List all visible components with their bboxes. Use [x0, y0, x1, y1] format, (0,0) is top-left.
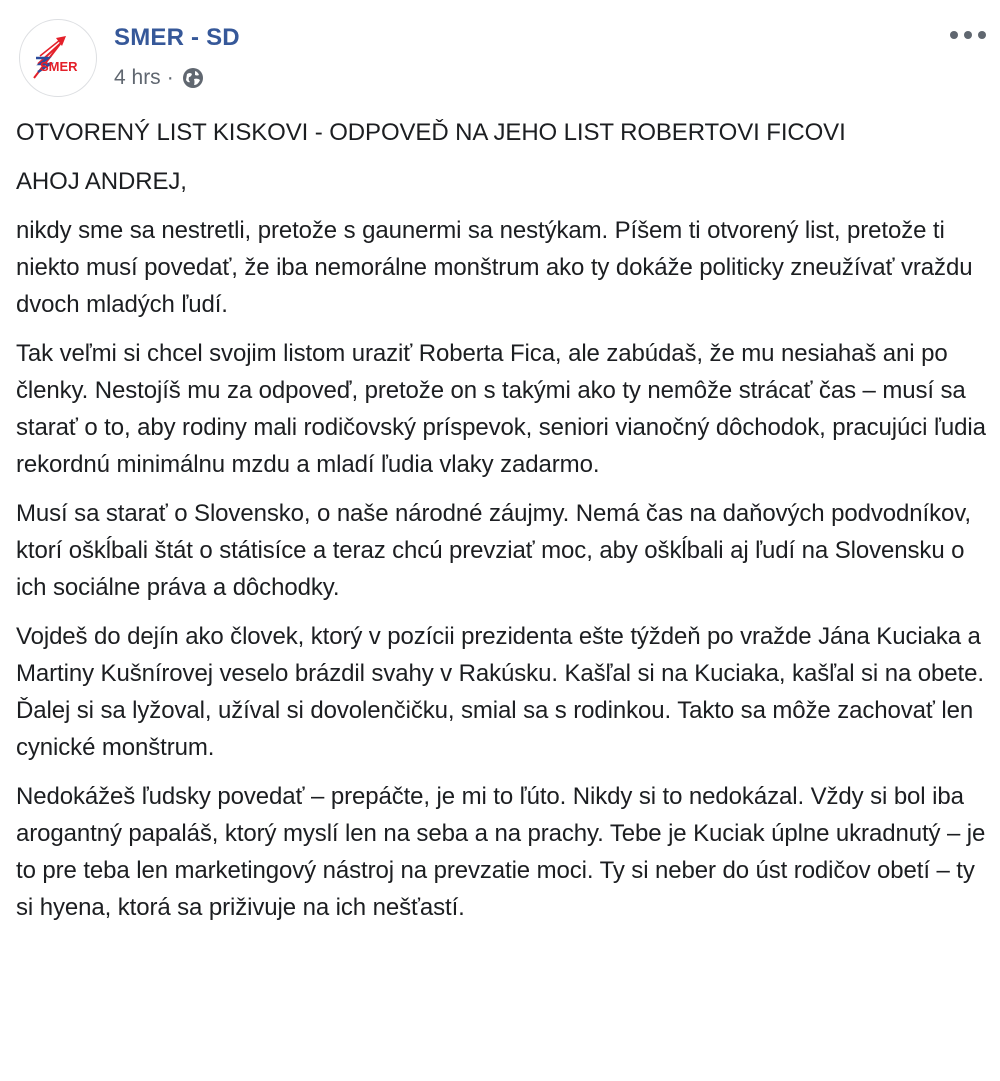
- smer-logo-icon: [20, 20, 97, 97]
- post-paragraph: nikdy sme sa nestretli, pretože s gaunermi sa nestýkam. Píšem ti otvorený list, pretože ti niekto musí povedať, že iba nemorálne monštrum ako ty dokáže politicky zneužívať vraždu dvoch mladých ľudí.: [16, 217, 973, 318]
- more-options-icon-dot: [964, 31, 972, 39]
- more-options-button[interactable]: [950, 26, 986, 44]
- avatar[interactable]: [19, 19, 97, 97]
- post-meta: [114, 66, 204, 90]
- author-name[interactable]: SMER - SD: [114, 24, 240, 51]
- more-options-icon: [950, 31, 958, 39]
- post-header: [0, 0, 1000, 110]
- svg-text:SMER: SMER: [40, 59, 78, 74]
- post-paragraph: Tak veľmi si chcel svojim listom uraziť Roberta Fica, ale zabúdaš, že mu nesiahaš ani po členky. Nestojíš mu za odpoveď, pretože on s takými ako ty nemôže strácať čas – musí sa starať o to, aby rodiny mali rodičovský príspevok, seniori vianočný dôchodok, pracujúci ľudia rekordnú minimálnu mzdu a mladí ľudia vlaky zadarmo.: [16, 340, 986, 478]
- post-paragraph: Vojdeš do dejín ako človek, ktorý v pozícii prezidenta ešte týždeň po vražde Jána Kuciaka a Martiny Kušnírovej veselo brázdil svahy v Rakúsku. Kašľal si na Kuciaka, kašľal si na obete. Ďalej si sa lyžoval, užíval si dovolenčičku, smial sa s rodinkou. Takto sa môže zachovať len cynické monštrum.: [16, 623, 984, 761]
- post-paragraph: Nedokážeš ľudsky povedať – prepáčte, je mi to ľúto. Nikdy si to nedokázal. Vždy si bol iba arogantný papaláš, ktorý myslí len na seba a na prachy. Tebe je Kuciak úplne ukradnutý – je to pre teba len marketingový nástroj na prevzatie moci. Ty si neber do úst rodičov obetí – ty si hyena, ktorá sa priživuje na ich nešťastí.: [16, 783, 986, 921]
- timestamp[interactable]: 4 hrs: [114, 66, 161, 89]
- post-body: [16, 114, 991, 938]
- post-paragraph: Musí sa starať o Slovensko, o naše národné záujmy. Nemá čas na daňových podvodníkov, ktorí oškĺbali štát o státisíce a teraz chcú prevziať moc, aby oškĺbali aj ľudí na Slovensku o ich sociálne práva a dôchodky.: [16, 500, 971, 601]
- separator: ·: [166, 66, 174, 89]
- more-options-icon-dot: [978, 31, 986, 39]
- globe-icon[interactable]: [182, 67, 204, 89]
- post-title: OTVORENÝ LIST KISKOVI - ODPOVEĎ NA JEHO LIST ROBERTOVI FICOVI: [16, 119, 846, 146]
- post-greeting: AHOJ ANDREJ,: [16, 168, 187, 195]
